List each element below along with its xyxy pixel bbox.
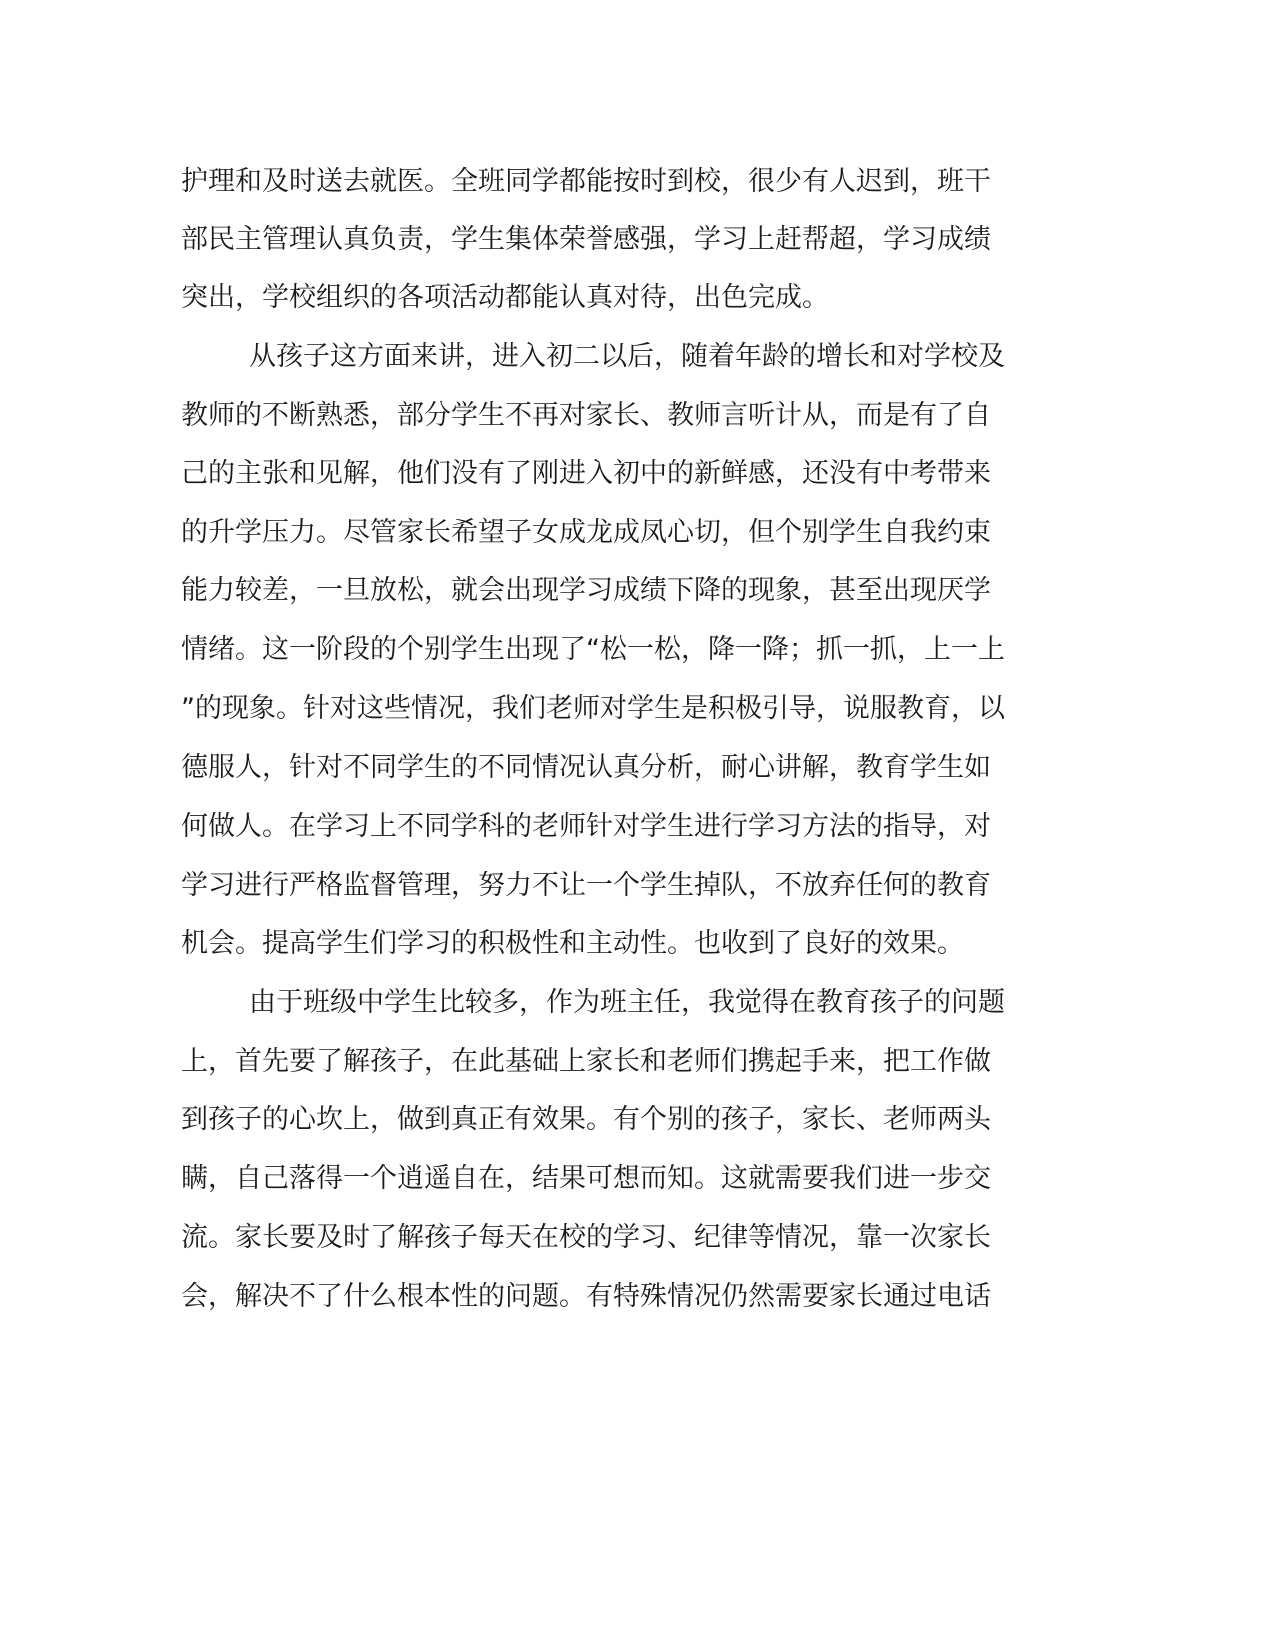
text-line: 的升学压力。尽管家长希望子女成龙成凤心切，但个别学生自我约束 [181,517,991,548]
text-line: 机会。提高学生们学习的积极性和主动性。也收到了良好的效果。 [181,928,964,959]
text-line: 部民主管理认真负责，学生集体荣誉感强，学习上赶帮超，学习成绩 [181,224,991,255]
text-line: 流。家长要及时了解孩子每天在校的学习、纪律等情况，靠一次家长 [181,1222,991,1253]
text-line: 上，首先要了解孩子，在此基础上家长和老师们携起手来，把工作做 [181,1046,991,1077]
text-line: 到孩子的心坎上，做到真正有效果。有个别的孩子，家长、老师两头 [181,1104,991,1135]
text-line: 瞒，自己落得一个逍遥自在，结果可想而知。这就需要我们进一步交 [181,1163,991,1194]
text-line: 突出，学校组织的各项活动都能认真对待，出色完成。 [181,282,829,313]
text-line: 学习进行严格监督管理，努力不让一个学生掉队，不放弃任何的教育 [181,870,991,901]
text-line: 己的主张和见解，他们没有了刚进入初中的新鲜感，还没有中考带来 [181,458,991,489]
text-line: 能力较差，一旦放松，就会出现学习成绩下降的现象，甚至出现厌学 [181,575,991,606]
text-line: 从孩子这方面来讲，进入初二以后，随着年龄的增长和对学校及 [249,341,1005,372]
text-line: 情绪。这一阶段的个别学生出现了“松一松，降一降；抓一抓，上一上 [181,634,1005,665]
text-line: 何做人。在学习上不同学科的老师针对学生进行学习方法的指导，对 [181,811,991,842]
text-line: ”的现象。针对这些情况，我们老师对学生是积极引导，说服教育，以 [181,693,1005,724]
text-line: 由于班级中学生比较多，作为班主任，我觉得在教育孩子的问题 [249,987,1005,1018]
text-line: 护理和及时送去就医。全班同学都能按时到校，很少有人迟到，班干 [181,166,991,197]
text-line: 教师的不断熟悉，部分学生不再对家长、教师言听计从，而是有了自 [181,400,991,431]
text-line: 会，解决不了什么根本性的问题。有特殊情况仍然需要家长通过电话 [181,1281,991,1312]
text-line: 德服人，针对不同学生的不同情况认真分析，耐心讲解，教育学生如 [181,752,991,783]
